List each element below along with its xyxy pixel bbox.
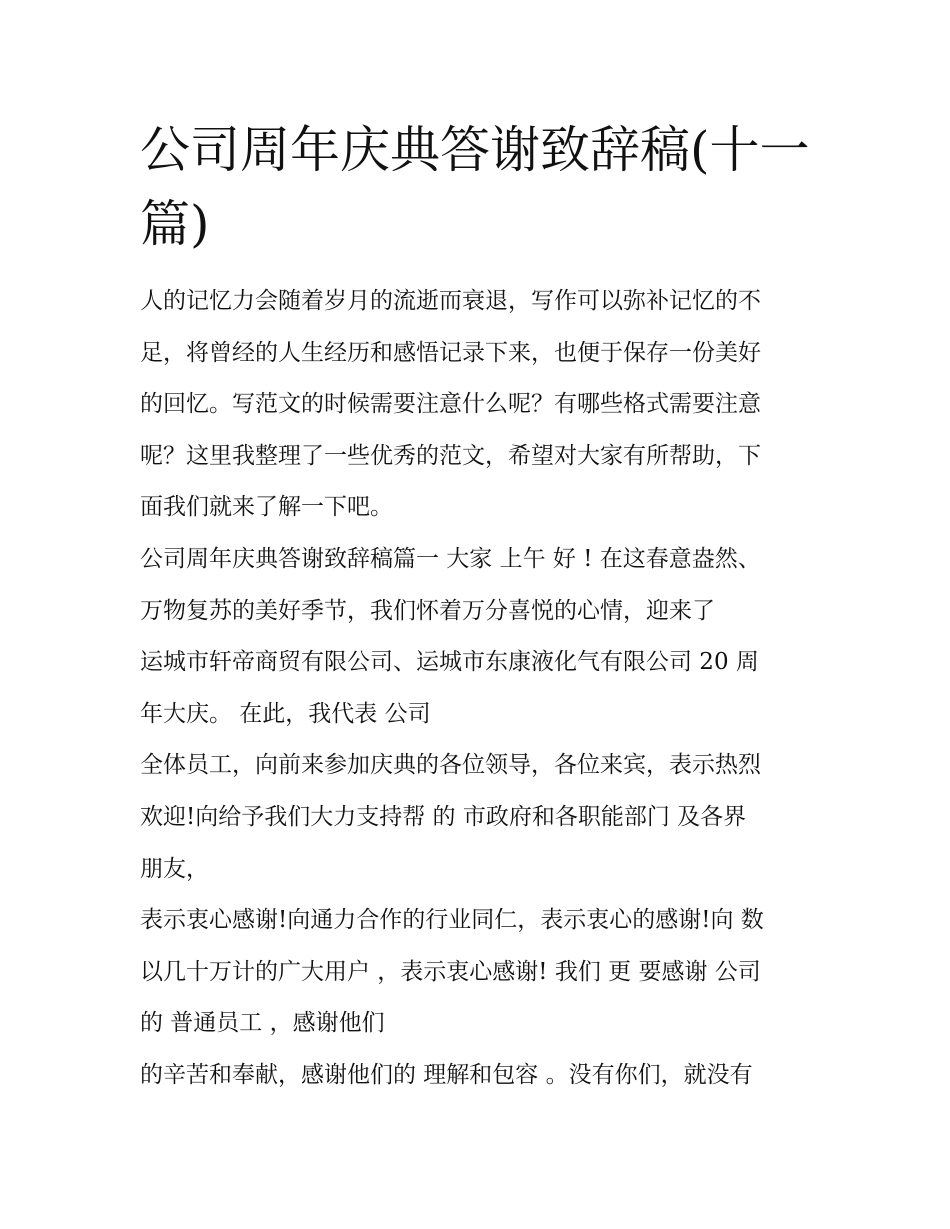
- text-line: 年大庆。 在此，我代表 公司: [140, 700, 431, 727]
- title-line: 公司周年庆典答谢致辞稿(十一: [140, 121, 810, 179]
- text-line: 的回忆。写范文的时候需要注意什么呢？有哪些格式需要注意: [140, 391, 761, 418]
- text-line: 公司周年庆典答谢致辞稿篇一 大家 上午 好 ! 在这春意盎然、: [140, 545, 761, 572]
- text-line: 万物复苏的美好季节，我们怀着万分喜悦的心情，迎来了: [140, 597, 715, 624]
- text-line: 运城市轩帝商贸有限公司、运城市东康液化气有限公司 20 周: [140, 649, 759, 676]
- text-line: 的辛苦和奉献，感谢他们的 理解和包容 。没有你们，就没有: [140, 1061, 753, 1088]
- title-line: 篇): [140, 195, 210, 253]
- text-line: 全体员工，向前来参加庆典的各位领导，各位来宾，表示热烈: [140, 752, 761, 779]
- text-line: 朋友，: [140, 855, 209, 882]
- text-line: 呢？这里我整理了一些优秀的范文，希望对大家有所帮助，下: [140, 442, 761, 469]
- text-line: 表示衷心感谢!向通力合作的行业同仁，表示衷心的感谢!向 数: [140, 907, 764, 934]
- text-line: 面我们就来了解一下吧。: [140, 494, 393, 521]
- document-body: [140, 276, 764, 1102]
- text-line: 足，将曾经的人生经历和感悟记录下来，也便于保存一份美好: [140, 339, 761, 366]
- text-line: 人的记忆力会随着岁月的流逝而衰退，写作可以弥补记忆的不: [140, 288, 761, 314]
- text-line: 的 普通员工 ，感谢他们: [140, 1010, 385, 1037]
- text-line: 以几十万计的广大用户 ，表示衷心感谢! 我们 更 要感谢 公司: [140, 958, 761, 985]
- text-line: 欢迎!向给予我们大力支持帮 的 市政府和各职能部门 及各界: [140, 803, 747, 830]
- document-title: [140, 113, 810, 261]
